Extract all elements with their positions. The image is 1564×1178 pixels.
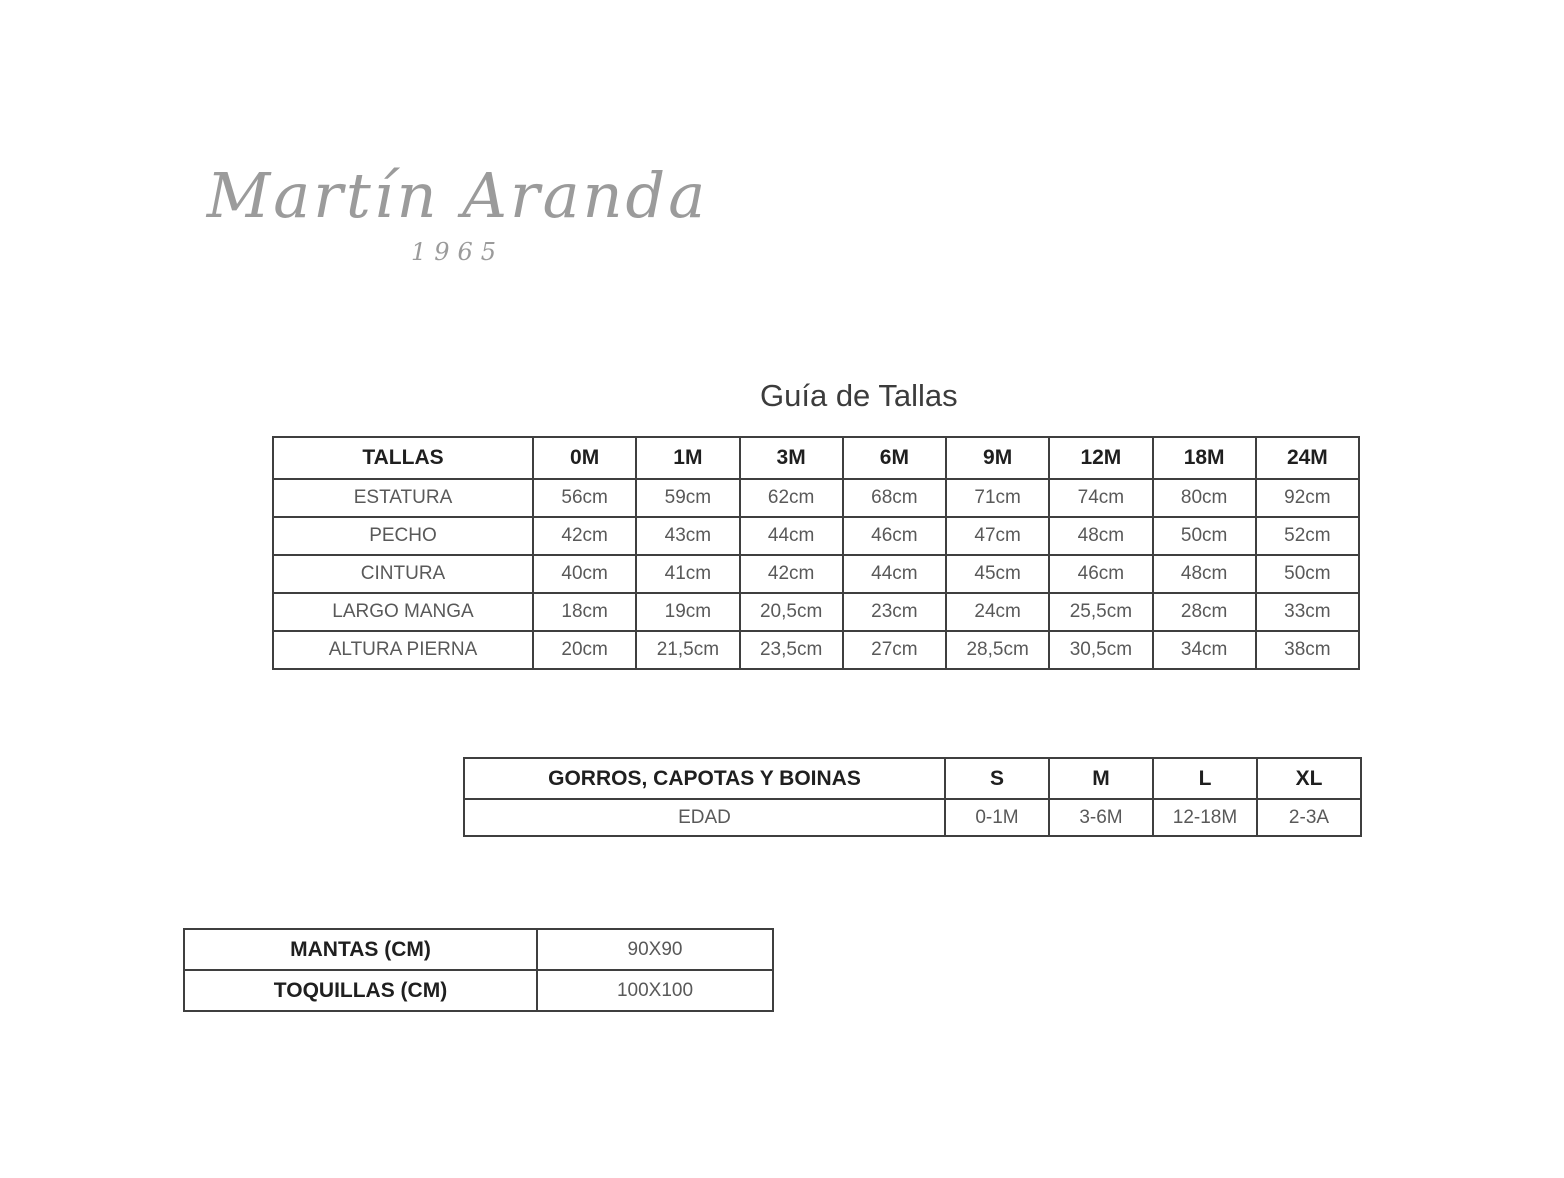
table-cell: 80cm bbox=[1153, 479, 1256, 517]
table-cell: 38cm bbox=[1256, 631, 1359, 669]
table-cell: 19cm bbox=[636, 593, 739, 631]
table-cell: 34cm bbox=[1153, 631, 1256, 669]
table-cell: 23,5cm bbox=[740, 631, 843, 669]
table-cell: 56cm bbox=[533, 479, 636, 517]
column-header: L bbox=[1153, 758, 1257, 799]
table-cell: 20,5cm bbox=[740, 593, 843, 631]
table-cell: 21,5cm bbox=[636, 631, 739, 669]
garment-sizes-table bbox=[272, 436, 1360, 670]
table-row bbox=[273, 631, 1359, 669]
row-label: MANTAS (CM) bbox=[184, 929, 537, 970]
table-cell: 44cm bbox=[740, 517, 843, 555]
column-header: 18M bbox=[1153, 437, 1256, 479]
column-header: 12M bbox=[1049, 437, 1152, 479]
column-header: 1M bbox=[636, 437, 739, 479]
hats-sizes-table bbox=[463, 757, 1362, 837]
table-cell: 28cm bbox=[1153, 593, 1256, 631]
table-cell: 42cm bbox=[740, 555, 843, 593]
table-cell: 47cm bbox=[946, 517, 1049, 555]
table-cell: 44cm bbox=[843, 555, 946, 593]
table-cell: 48cm bbox=[1153, 555, 1256, 593]
table-cell: 50cm bbox=[1256, 555, 1359, 593]
table-cell: 30,5cm bbox=[1049, 631, 1152, 669]
table-cell: 71cm bbox=[946, 479, 1049, 517]
table-cell: 33cm bbox=[1256, 593, 1359, 631]
column-header: 6M bbox=[843, 437, 946, 479]
table-row bbox=[184, 929, 773, 970]
table-cell: 46cm bbox=[843, 517, 946, 555]
table-cell: 52cm bbox=[1256, 517, 1359, 555]
brand-logo-text: Martín Aranda bbox=[206, 159, 709, 232]
table-cell: 59cm bbox=[636, 479, 739, 517]
table-row bbox=[273, 479, 1359, 517]
column-header: 9M bbox=[946, 437, 1049, 479]
table-cell: 27cm bbox=[843, 631, 946, 669]
row-label: PECHO bbox=[273, 517, 533, 555]
column-header: M bbox=[1049, 758, 1153, 799]
row-label: ALTURA PIERNA bbox=[273, 631, 533, 669]
table-row bbox=[273, 593, 1359, 631]
row-label: ESTATURA bbox=[273, 479, 533, 517]
table-cell: 12-18M bbox=[1153, 799, 1257, 836]
table-row bbox=[273, 555, 1359, 593]
table-cell: 23cm bbox=[843, 593, 946, 631]
row-label: EDAD bbox=[464, 799, 945, 836]
table-cell: 20cm bbox=[533, 631, 636, 669]
table-cell: 100X100 bbox=[537, 970, 773, 1011]
column-header: S bbox=[945, 758, 1049, 799]
table-cell: 92cm bbox=[1256, 479, 1359, 517]
sizes-header-row bbox=[273, 437, 1359, 479]
row-label: LARGO MANGA bbox=[273, 593, 533, 631]
column-header-label: TALLAS bbox=[273, 437, 533, 479]
table-cell: 45cm bbox=[946, 555, 1049, 593]
table-cell: 41cm bbox=[636, 555, 739, 593]
table-row bbox=[464, 799, 1361, 836]
table-cell: 68cm bbox=[843, 479, 946, 517]
table-cell: 0-1M bbox=[945, 799, 1049, 836]
table-cell: 46cm bbox=[1049, 555, 1152, 593]
table-cell: 25,5cm bbox=[1049, 593, 1152, 631]
table-cell: 28,5cm bbox=[946, 631, 1049, 669]
page-title: Guía de Tallas bbox=[760, 378, 958, 413]
column-header: 3M bbox=[740, 437, 843, 479]
table-cell: 62cm bbox=[740, 479, 843, 517]
table-cell: 3-6M bbox=[1049, 799, 1153, 836]
row-label: TOQUILLAS (CM) bbox=[184, 970, 537, 1011]
column-header: 0M bbox=[533, 437, 636, 479]
table-cell: 24cm bbox=[946, 593, 1049, 631]
table-cell: 74cm bbox=[1049, 479, 1152, 517]
table-cell: 40cm bbox=[533, 555, 636, 593]
table-cell: 42cm bbox=[533, 517, 636, 555]
column-header: 24M bbox=[1256, 437, 1359, 479]
table-row bbox=[184, 970, 773, 1011]
row-label: CINTURA bbox=[273, 555, 533, 593]
hats-header-row bbox=[464, 758, 1361, 799]
table-row bbox=[273, 517, 1359, 555]
blankets-sizes-table bbox=[183, 928, 774, 1012]
table-cell: 2-3A bbox=[1257, 799, 1361, 836]
brand-logo bbox=[165, 159, 750, 267]
table-cell: 50cm bbox=[1153, 517, 1256, 555]
column-header: XL bbox=[1257, 758, 1361, 799]
table-cell: 43cm bbox=[636, 517, 739, 555]
column-header-label: GORROS, CAPOTAS Y BOINAS bbox=[464, 758, 945, 799]
table-cell: 48cm bbox=[1049, 517, 1152, 555]
table-cell: 18cm bbox=[533, 593, 636, 631]
table-cell: 90X90 bbox=[537, 929, 773, 970]
brand-logo-year: 1965 bbox=[410, 238, 505, 267]
